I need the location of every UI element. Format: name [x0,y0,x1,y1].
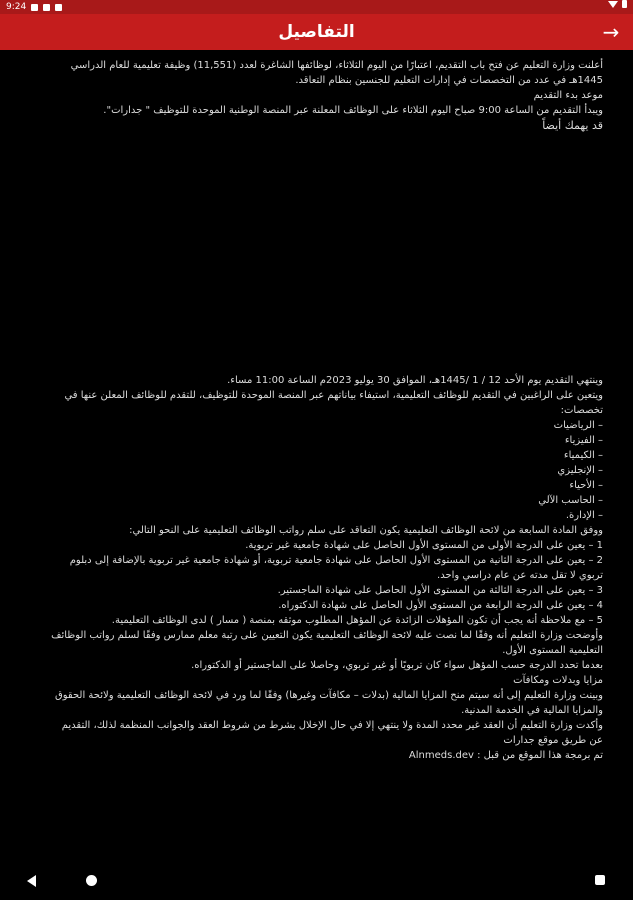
article-subheading: مزايا وبدلات ومكافآت [513,675,603,686]
article-paragraph: ويتعين على الراغبين في التقديم للوظائف التعليمية، استيفاء بياناتهم عبر المنصة الموحدة للتوظيف، للتقدم للوظائف المعلن عنها في تخصصات: [64,390,603,416]
list-item: – الإنجليزي [557,465,603,476]
article-content [48,58,603,763]
nav-back-icon[interactable] [27,875,36,887]
article-subheading: موعد بدء التقديم [533,90,603,101]
status-time: 9:24 [6,2,27,12]
arrow-forward-icon: → [602,20,620,44]
list-item: – الأحياء [569,480,603,491]
notification-icon [55,4,62,11]
status-right [608,0,627,8]
app-bar [0,14,633,50]
article-paragraph: وبينت وزارة التعليم إلى أنه سيتم منح المزايا المالية (بدلات – مكافآت وغيرها) وفقًا لما ورد في لائحة الوظائف التعليمية ولائحة الحقوق والمزايا المالية في الخدمة المدنية. [54,690,603,716]
article-paragraph: بعدما تحدد الدرجة حسب المؤهل سواء كان تربويًا أو غير تربوي، وحاصلا على الماجستير أو الدكتوراه. [191,660,603,671]
system-nav-bar [0,862,633,900]
article-paragraph: وينتهي التقديم يوم الأحد 12 / 1 /1445هـ، الموافق 30 يوليو 2023م الساعة 11:00 مساء. [227,375,603,386]
list-item: 1 – يعين على الدرجة الأولى من المستوى الأول الحاصل على شهادة جامعية غير تربوية. [245,540,603,551]
article-paragraph: أعلنت وزارة التعليم عن فتح باب التقديم، اعتبارًا من اليوم الثلاثاء، لوظائفها الشاغرة لعدد (11,551) وظيفة تعليمية للعام الدراسي 1445هـ في عدد من التخصصات في إدارات التعليم للجنسين بنظام التعاقد. [70,60,603,86]
related-heading: قد يهمك أيضاً [542,119,603,132]
ad-placeholder [48,133,603,373]
list-item: 5 – مع ملاحظة أنه يجب أن تكون المؤهلات الزائدة عن المؤهل المطلوب موثقه بمنصة ( مسار ) لدى الوظائف التعليمية. [111,615,603,626]
list-item: 4 – يعين على الدرجة الرابعة من المستوى الأول الحاصل على شهادة الدكتوراه. [278,600,603,611]
list-item: – الفيزياء [564,435,603,446]
list-item: – الحاسب الآلي [538,495,603,506]
status-bar [0,0,633,14]
list-item: – الرياضيات [553,420,603,431]
developer-credit: تم برمجة هذا الموقع من قبل : Alnmeds.dev [408,750,603,761]
article-paragraph: وأكدت وزارة التعليم أن العقد غير محدد المدة ولا ينتهي إلا في حال الإخلال بشرط من شروط العقد والجوانب المنظمة لذلك، التقديم عن طريق موقع جدارات [61,720,603,746]
article-paragraph: ويبدأ التقديم من الساعة 9:00 صباح اليوم الثلاثاء على الوظائف المعلنة عبر المنصة الوطنية الموحدة للتوظيف " جدارات". [103,105,603,116]
nav-recents-icon[interactable] [595,875,605,885]
list-item: – الكيمياء [563,450,603,461]
notification-icon [43,4,50,11]
back-button[interactable] [599,20,623,44]
list-item: 2 – يعين على الدرجة الثانية من المستوى الأول الحاصل على شهادة جامعية تربوية، أو شهادة جامعية غير تربوية بالإضافة إلى دبلوم تربوي لا تقل مدته عن عام دراسي واحد. [69,555,603,581]
page-title: التفاصيل [278,22,355,42]
notification-icon [31,4,38,11]
article-paragraph: وأوضحت وزارة التعليم أنه وفقًا لما نصت عليه لائحة الوظائف التعليمية يكون التعيين على رتبة معلم ممارس وفقًا لسلم رواتب الوظائف التعليمية المستوى الأول. [51,630,603,656]
nav-home-icon[interactable] [86,875,97,886]
battery-icon [622,0,627,8]
list-item: – الإدارة. [565,510,603,521]
status-left [6,0,62,14]
article-paragraph: ووفق المادة السابعة من لائحة الوظائف التعليمية يكون التعاقد على سلم رواتب الوظائف التعليمية على النحو التالي: [129,525,603,536]
list-item: 3 – يعين على الدرجة الثالثة من المستوى الأول الحاصل على شهادة الماجستير. [277,585,603,596]
wifi-icon [608,1,618,8]
